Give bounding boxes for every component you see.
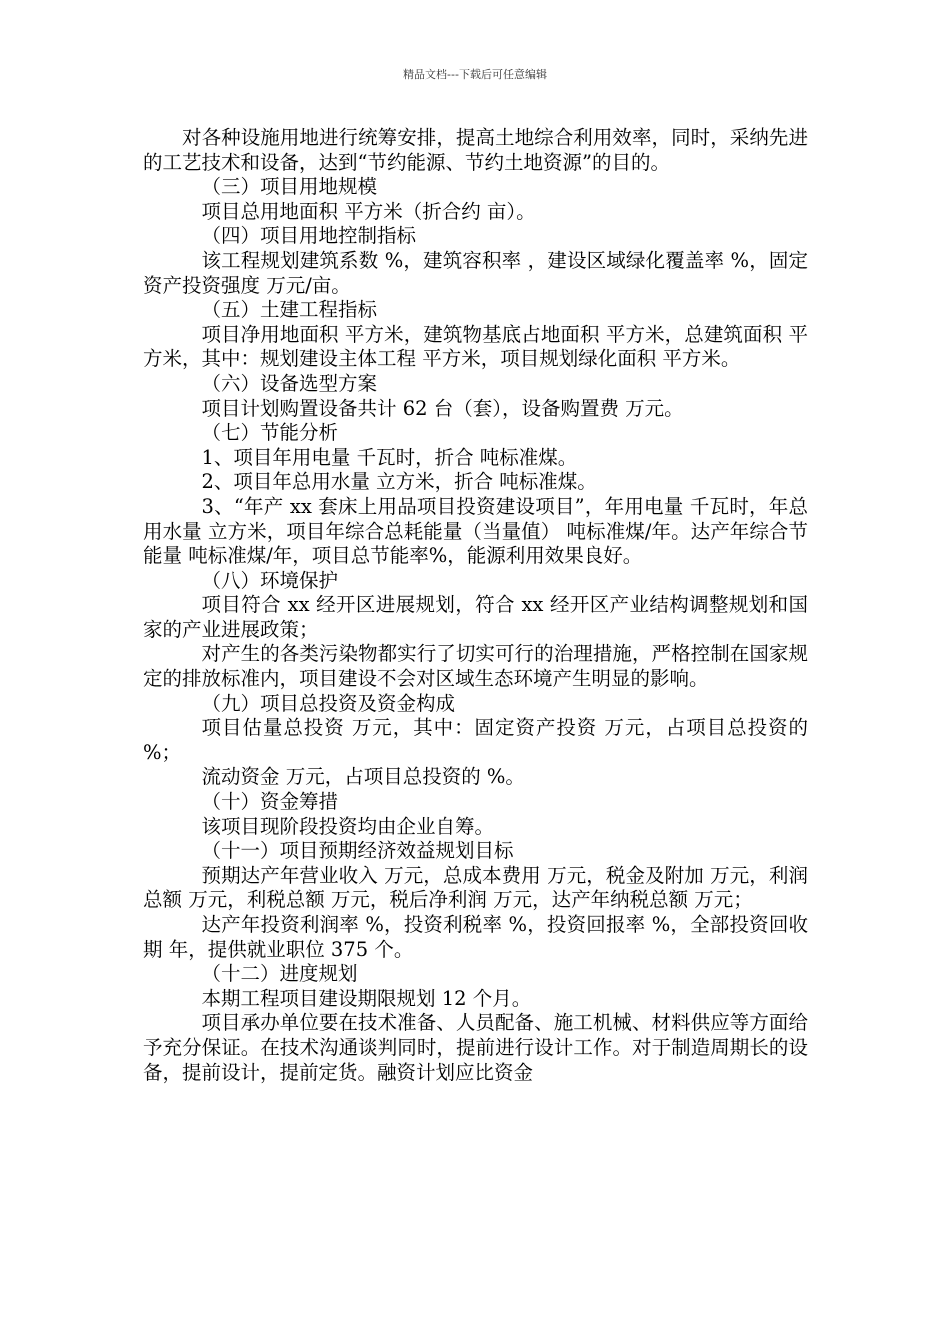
paragraph: 对各种设施用地进行统筹安排，提高土地综合利用效率，同时，采纳先进的工艺技术和设备，达到“节约能源、节约土地资源”的目的。 (143, 126, 808, 174)
paragraph: 3、“年产 xx 套床上用品项目投资建设项目”，年用电量 千瓦时，年总用水量 立方米，项目年综合总耗能量（当量值） 吨标准煤/年。达产年综合节能量 吨标准煤/年，项目总节能率%，能源利用效果良好。 (143, 494, 808, 568)
paragraph: 2、项目年总用水量 立方米，折合 吨标准煤。 (201, 470, 597, 494)
paragraph: （十）资金筹措 (201, 790, 339, 814)
paragraph: （六）设备选型方案 (201, 371, 378, 395)
document-body (143, 126, 808, 1085)
paragraph: （九）项目总投资及资金构成 (201, 691, 456, 715)
paragraph: 流动资金 万元，占项目总投资的 %。 (201, 765, 525, 789)
paragraph: （三）项目用地规模 (201, 175, 378, 199)
paragraph: （四）项目用地控制指标 (201, 224, 417, 248)
paragraph: 项目净用地面积 平方米，建筑物基底占地面积 平方米，总建筑面积 平方米，其中：规划建设主体工程 平方米，项目规划绿化面积 平方米。 (143, 322, 808, 371)
paragraph: 项目总用地面积 平方米（折合约 亩）。 (201, 199, 536, 223)
paragraph: （十二）进度规划 (201, 962, 358, 986)
paragraph: 该工程规划建筑系数 %，建筑容积率 ，建设区域绿化覆盖率 %，固定资产投资强度 万元/亩。 (143, 248, 808, 297)
paragraph: （五）土建工程指标 (201, 298, 378, 322)
paragraph: 对产生的各类污染物都实行了切实可行的治理措施，严格控制在国家规定的排放标准内，项目建设不会对区域生态环境产生明显的影响。 (143, 642, 808, 691)
paragraph: 达产年投资利润率 %，投资利税率 %，投资回报率 %，全部投资回收期 年，提供就业职位 375 个。 (143, 913, 808, 961)
paragraph: 预期达产年营业收入 万元，总成本费用 万元，税金及附加 万元，利润总额 万元，利税总额 万元，税后净利润 万元，达产年纳税总额 万元； (143, 863, 808, 912)
paragraph: 本期工程项目建设期限规划 12 个月。 (201, 986, 532, 1010)
paragraph: （八）环境保护 (201, 568, 339, 592)
paragraph: 该项目现阶段投资均由企业自筹。 (201, 814, 495, 838)
paragraph: 项目计划购置设备共计 62 台（套），设备购置费 万元。 (201, 396, 684, 420)
paragraph: 项目符合 xx 经开区进展规划，符合 xx 经开区产业结构调整规划和国家的产业进展政策； (143, 593, 808, 641)
page-header: 精品文档---下载后可任意编辑 (403, 68, 547, 81)
paragraph: 1、项目年用电量 千瓦时，折合 吨标准煤。 (201, 445, 578, 469)
paragraph: 项目承办单位要在技术准备、人员配备、施工机械、材料供应等方面给予充分保证。在技术沟通谈判同时，提前进行设计工作。对于制造周期长的设备，提前设计，提前定货。融资计划应比资金 (143, 1011, 808, 1084)
paragraph: （十一）项目预期经济效益规划目标 (201, 839, 514, 863)
paragraph: （七）节能分析 (201, 421, 339, 445)
paragraph: 项目估量总投资 万元，其中：固定资产投资 万元，占项目总投资的 %； (143, 716, 808, 764)
